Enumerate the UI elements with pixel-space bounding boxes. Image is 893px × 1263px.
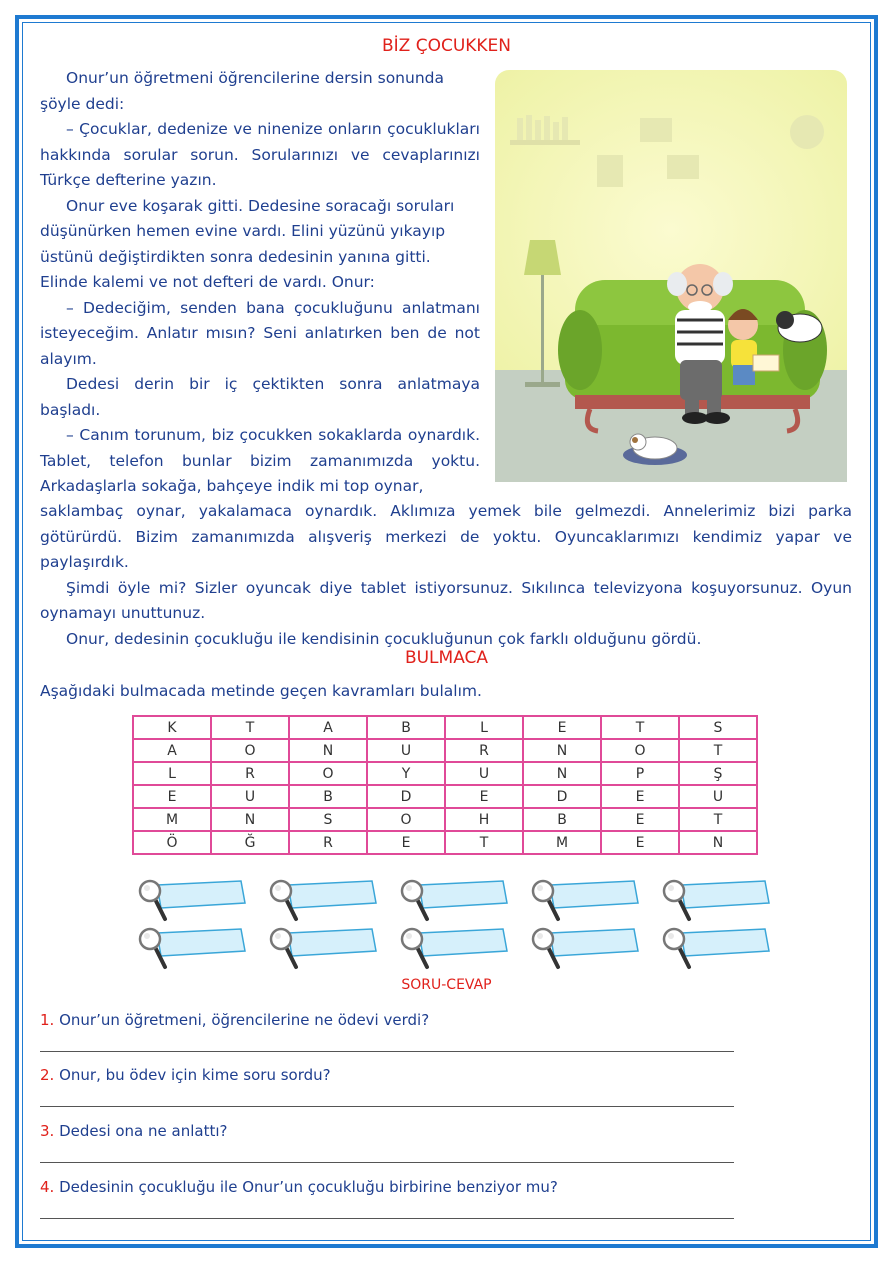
answer-slot[interactable]: [659, 877, 771, 925]
grid-row: [133, 808, 757, 831]
grid-cell[interactable]: E: [133, 785, 211, 808]
grid-row: [133, 716, 757, 739]
magnifier-icon: [659, 877, 771, 925]
magnifier-icon: [397, 925, 509, 973]
question-number: 1.: [40, 1011, 55, 1029]
magnifier-icon: [659, 925, 771, 973]
grid-cell[interactable]: H: [445, 808, 523, 831]
grid-cell[interactable]: Y: [367, 762, 445, 785]
magnifier-icon: [397, 877, 509, 925]
grid-cell[interactable]: E: [445, 785, 523, 808]
grid-cell[interactable]: R: [211, 762, 289, 785]
story-text-top: [40, 66, 480, 500]
paragraph-3: Onur eve koşarak gitti. Dedesine soracağı soruları düşünürken hemen evine vardı. Elini yüzünü yıkayıp üstünü değiştirdikten sonra dedesinin yanına gitti. Elinde kalemi ve not defteri de vardı. Onur:: [40, 196, 455, 291]
answer-slot[interactable]: [266, 877, 378, 925]
paragraph-6: – Canım torunum, biz çocukken sokaklarda oynardık. Tablet, telefon bunlar bizim zamanımızda yoktu. Arkadaşlarla sokağa, bahçeye indik mi top oynar,: [40, 426, 480, 495]
question-number: 4.: [40, 1178, 55, 1196]
grid-cell[interactable]: S: [289, 808, 367, 831]
grid-cell[interactable]: B: [289, 785, 367, 808]
grid-row: [133, 739, 757, 762]
answer-slot[interactable]: [528, 925, 640, 973]
grid-cell[interactable]: Ö: [133, 831, 211, 854]
grid-cell[interactable]: E: [523, 716, 601, 739]
qa-title: SORU-CEVAP: [401, 977, 492, 993]
question-number: 2.: [40, 1066, 55, 1084]
grid-cell[interactable]: O: [367, 808, 445, 831]
grid-cell[interactable]: T: [601, 716, 679, 739]
magnifier-icon: [528, 925, 640, 973]
grid-cell[interactable]: O: [289, 762, 367, 785]
word-search-grid: [132, 715, 758, 855]
grid-cell[interactable]: A: [133, 739, 211, 762]
grid-cell[interactable]: D: [523, 785, 601, 808]
grid-cell[interactable]: M: [523, 831, 601, 854]
question-number: 3.: [40, 1122, 55, 1140]
paragraph-7: Şimdi öyle mi? Sizler oyuncak diye tablet istiyorsunuz. Sıkılınca televizyona koşuyorsunuz. Oyun oynamayı unuttunuz.: [40, 578, 852, 622]
paragraph-1: Onur’un öğretmeni öğrencilerine dersin sonunda şöyle dedi:: [40, 69, 444, 113]
answer-line-3[interactable]: [40, 1162, 734, 1163]
grid-cell[interactable]: L: [133, 762, 211, 785]
paragraph-4: – Dedeciğim, senden bana çocukluğunu anlatmanı isteyeceğim. Anlatır mısın? Seni anlatırken ben de not alayım.: [40, 298, 480, 368]
grid-cell[interactable]: T: [211, 716, 289, 739]
question-text: Onur, bu ödev için kime soru sordu?: [59, 1066, 331, 1084]
answer-line-1[interactable]: [40, 1051, 734, 1052]
magnifier-icon: [135, 877, 247, 925]
question-4: [40, 1178, 558, 1196]
paragraph-5: Dedesi derin bir iç çektikten sonra anlatmaya başladı.: [40, 375, 480, 419]
grid-cell[interactable]: N: [523, 762, 601, 785]
story-title: BİZ ÇOCUKKEN: [381, 36, 512, 56]
grid-cell[interactable]: E: [601, 831, 679, 854]
grid-cell[interactable]: M: [133, 808, 211, 831]
grid-row: [133, 831, 757, 854]
paragraph-2: – Çocuklar, dedenize ve ninenize onların çocuklukları hakkında sorular sorun. Sorularınızı ve cevaplarınızı Türkçe defterine yazın.: [40, 120, 480, 189]
question-text: Onur’un öğretmeni, öğrencilerine ne ödevi verdi?: [59, 1011, 430, 1029]
paragraph-6-continued: saklambaç oynar, yakalamaca oynardık. Aklımıza yemek bile gelmezdi. Annelerimiz bizi parka götürürdü. Bizim zamanımızda alışveriş merkezi de yoktu. Oyuncaklarımızı kendimiz yapar ve paylaşırdık.: [40, 502, 852, 571]
paragraph-8: Onur, dedesinin çocukluğu ile kendisinin çocukluğunun çok farklı olduğunu gördü.: [66, 629, 702, 648]
answer-line-4[interactable]: [40, 1218, 734, 1219]
magnifier-icon: [135, 925, 247, 973]
grid-cell[interactable]: O: [601, 739, 679, 762]
grid-cell[interactable]: T: [679, 739, 757, 762]
illustration-grandpa-sofa: [495, 70, 847, 482]
grid-cell[interactable]: D: [367, 785, 445, 808]
magnifier-icon: [266, 925, 378, 973]
grid-row: [133, 785, 757, 808]
grid-cell[interactable]: U: [367, 739, 445, 762]
grid-cell[interactable]: R: [445, 739, 523, 762]
answer-slot[interactable]: [266, 925, 378, 973]
grid-cell[interactable]: P: [601, 762, 679, 785]
puzzle-title: BULMACA: [404, 648, 489, 668]
puzzle-instruction: Aşağıdaki bulmacada metinde geçen kavramları bulalım.: [40, 682, 482, 700]
answer-slot[interactable]: [659, 925, 771, 973]
grid-cell[interactable]: E: [601, 785, 679, 808]
grid-cell[interactable]: N: [211, 808, 289, 831]
grid-cell[interactable]: A: [289, 716, 367, 739]
grid-cell[interactable]: B: [367, 716, 445, 739]
grid-cell[interactable]: Ğ: [211, 831, 289, 854]
question-text: Dedesinin çocukluğu ile Onur’un çocukluğu birbirine benziyor mu?: [59, 1178, 558, 1196]
grid-cell[interactable]: U: [445, 762, 523, 785]
answer-slot[interactable]: [397, 925, 509, 973]
grid-cell[interactable]: N: [679, 831, 757, 854]
answer-slot[interactable]: [135, 877, 247, 925]
answer-slot[interactable]: [135, 925, 247, 973]
question-text: Dedesi ona ne anlattı?: [59, 1122, 228, 1140]
grid-cell[interactable]: T: [445, 831, 523, 854]
grid-cell[interactable]: E: [367, 831, 445, 854]
grid-cell[interactable]: S: [679, 716, 757, 739]
story-text-bottom: [40, 499, 852, 652]
grid-cell[interactable]: U: [211, 785, 289, 808]
grid-cell[interactable]: R: [289, 831, 367, 854]
magnifier-icon: [528, 877, 640, 925]
magnifier-icon: [266, 877, 378, 925]
grid-cell[interactable]: K: [133, 716, 211, 739]
question-1: [40, 1011, 429, 1029]
grid-row: [133, 762, 757, 785]
grid-cell[interactable]: Ş: [679, 762, 757, 785]
grid-cell[interactable]: E: [601, 808, 679, 831]
grid-cell[interactable]: U: [679, 785, 757, 808]
answer-slot[interactable]: [397, 877, 509, 925]
answer-slot[interactable]: [528, 877, 640, 925]
grid-cell[interactable]: N: [289, 739, 367, 762]
grid-cell[interactable]: O: [211, 739, 289, 762]
grid-cell[interactable]: T: [679, 808, 757, 831]
grid-cell[interactable]: L: [445, 716, 523, 739]
question-3: [40, 1122, 227, 1140]
question-2: [40, 1066, 331, 1084]
answer-line-2[interactable]: [40, 1106, 734, 1107]
grid-cell[interactable]: B: [523, 808, 601, 831]
grid-cell[interactable]: N: [523, 739, 601, 762]
